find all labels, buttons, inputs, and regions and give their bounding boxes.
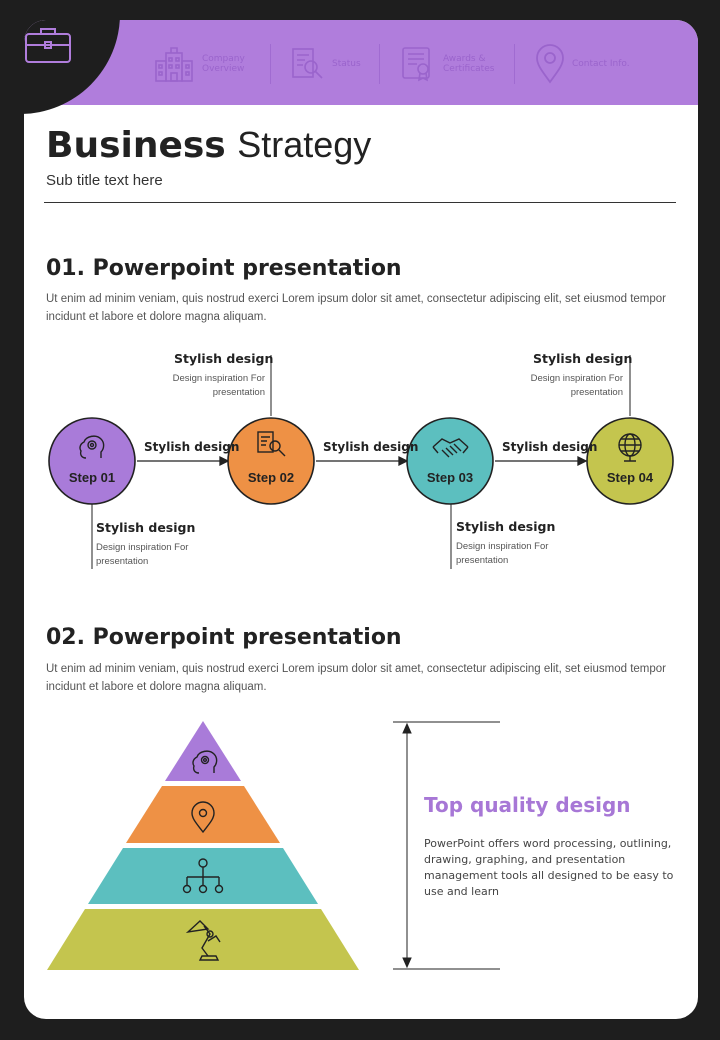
caption-title: Stylish design (174, 351, 274, 366)
step1-circle (49, 418, 135, 504)
caption-title: Stylish design (533, 351, 633, 366)
section1-heading: 01. Powerpoint presentation (46, 256, 402, 281)
dimension-arrow-up (403, 724, 411, 733)
step3-label: Step 03 (426, 470, 474, 485)
nav-label: Awards & (443, 54, 486, 64)
caption-desc: Design inspiration For presentation (96, 542, 189, 567)
caption-desc: Design inspiration For presentation (172, 373, 265, 398)
nav-label: Contact Info. (572, 59, 630, 69)
caption-title: Stylish design (96, 520, 196, 535)
caption-title: Stylish design (456, 519, 556, 534)
pyramid-diagram (47, 721, 359, 970)
arrow-label: Stylish design (323, 440, 419, 454)
step2-circle (228, 418, 314, 504)
arrow-label: Stylish design (502, 440, 598, 454)
page-subtitle: Sub title text here (46, 172, 163, 189)
step4-label: Step 04 (606, 470, 654, 485)
arrow-label: Stylish design (144, 440, 240, 454)
page-card (24, 20, 698, 1019)
nav-label: Status (332, 59, 361, 69)
callout-title: Top quality design (424, 793, 631, 817)
nav-label: Company (202, 54, 245, 64)
nav-label: Certificates (443, 64, 495, 74)
section1-body: Ut enim ad minim veniam, quis nostrud exerci Lorem ipsum dolor sit amet, consectetur adipiscing elit, set eiusmod tempor incidunt et labore et dolore magna aliquam. (46, 293, 666, 323)
caption-desc: Design inspiration For presentation (530, 373, 623, 398)
nav-label: Overview (202, 64, 245, 74)
callout-body: PowerPoint offers word processing, outlining, drawing, graphing, and presentation management tools all designed to be easy to use and learn (424, 837, 674, 898)
caption-desc: Design inspiration For presentation (456, 541, 549, 566)
title-bold: Business (46, 125, 226, 166)
pyramid-level-2 (126, 786, 280, 843)
title-light: Strategy (237, 124, 372, 165)
step3-circle (407, 418, 493, 504)
step2-label: Step 02 (247, 470, 295, 485)
arrow-head (220, 457, 228, 465)
dimension-arrow-down (403, 958, 411, 967)
pyramid-level-4 (47, 909, 359, 970)
section2-heading: 02. Powerpoint presentation (46, 625, 402, 650)
step1-label: Step 01 (68, 470, 116, 485)
arrow-head (399, 457, 407, 465)
arrow-head (578, 457, 586, 465)
section2-body: Ut enim ad minim veniam, quis nostrud exerci Lorem ipsum dolor sit amet, consectetur adipiscing elit, set eiusmod tempor incidunt et labore et dolore magna aliquam. (46, 663, 666, 693)
